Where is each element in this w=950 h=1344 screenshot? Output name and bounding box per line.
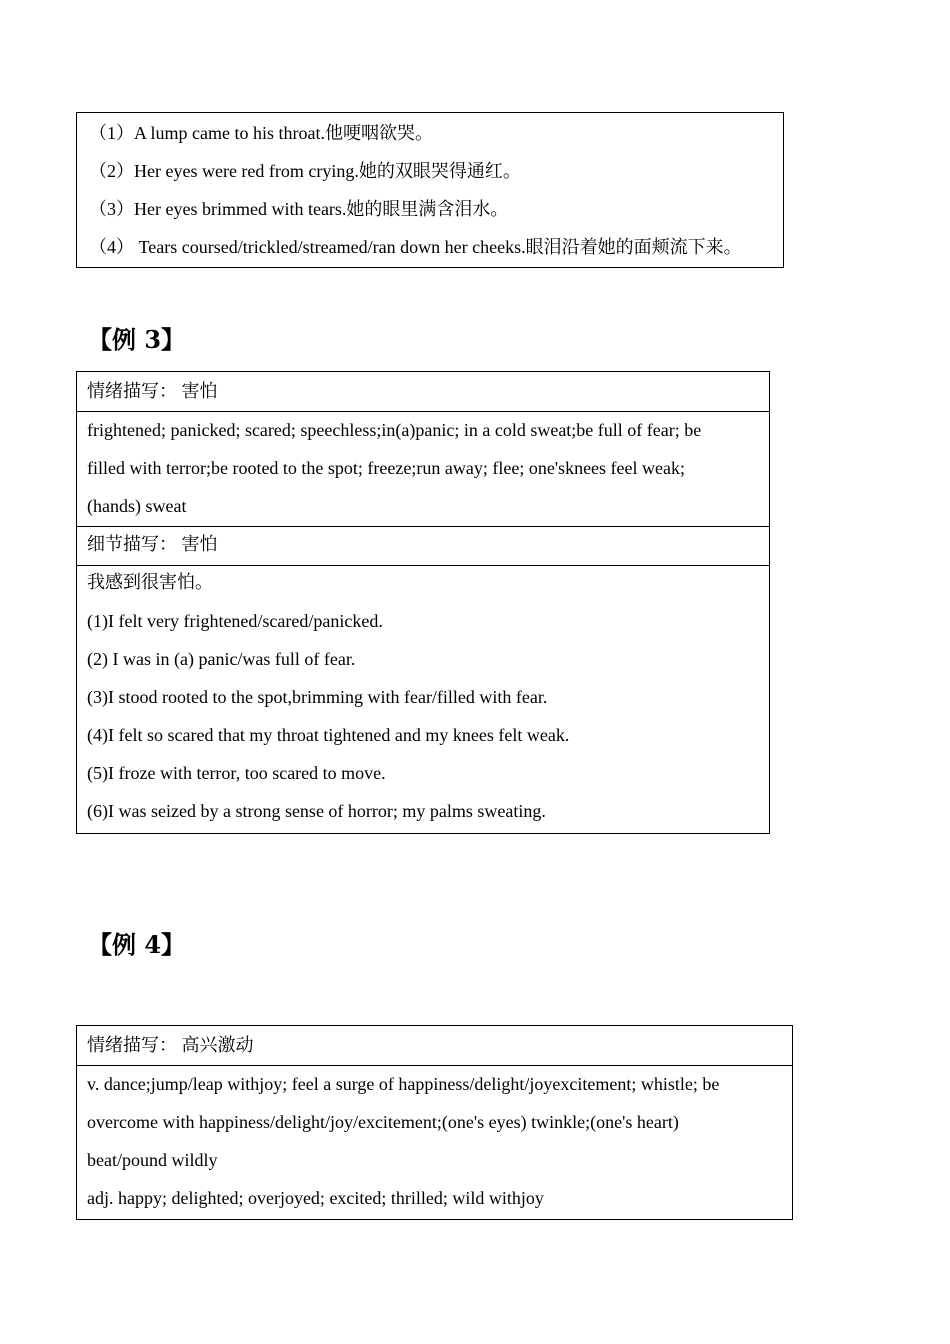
example-3-heading: 【例 3】 xyxy=(88,325,186,354)
detail-line: (5)I froze with terror, too scared to move. xyxy=(87,763,386,783)
row-divider xyxy=(77,1065,792,1066)
phrase-line: （4） Tears coursed/trickled/streamed/ran down her cheeks.眼泪沿着她的面颊流下来。 xyxy=(89,237,742,257)
example-4-heading: 【例 4】 xyxy=(88,930,186,959)
detail-line: (1)I felt very frightened/scared/panicked. xyxy=(87,611,383,631)
emotion-line: adj. happy; delighted; overjoyed; excited; thrilled; wild withjoy xyxy=(87,1188,544,1208)
phrase-line: （3）Her eyes brimmed with tears.她的眼里满含泪水。 xyxy=(89,199,509,219)
emotion-line: beat/pound wildly xyxy=(87,1150,218,1170)
emotion-title: 情绪描写： 高兴激动 xyxy=(87,1035,254,1055)
emotion-line: v. dance;jump/leap withjoy; feel a surge of happiness/delight/joyexcitement; whistle; be xyxy=(87,1074,720,1094)
detail-title: 细节描写： 害怕 xyxy=(87,534,218,554)
crying-phrases-box xyxy=(76,112,784,268)
detail-line: (6)I was seized by a strong sense of horror; my palms sweating. xyxy=(87,801,546,821)
detail-line: (4)I felt so scared that my throat tightened and my knees felt weak. xyxy=(87,725,570,745)
detail-line: 我感到很害怕。 xyxy=(87,572,213,592)
emotion-line: filled with terror;be rooted to the spot; freeze;run away; flee; one'sknees feel weak; xyxy=(87,458,685,478)
row-divider xyxy=(77,526,769,527)
phrase-line: （1）A lump came to his throat.他哽咽欲哭。 xyxy=(89,123,433,143)
detail-line: (2) I was in (a) panic/was full of fear. xyxy=(87,649,356,669)
emotion-title: 情绪描写： 害怕 xyxy=(87,381,218,401)
emotion-line: (hands) sweat xyxy=(87,496,187,516)
phrase-line: （2）Her eyes were red from crying.她的双眼哭得通红。 xyxy=(89,161,521,181)
detail-line: (3)I stood rooted to the spot,brimming with fear/filled with fear. xyxy=(87,687,548,707)
emotion-line: overcome with happiness/delight/joy/excitement;(one's eyes) twinkle;(one's heart) xyxy=(87,1112,679,1132)
row-divider xyxy=(77,565,769,566)
fear-table xyxy=(76,371,770,834)
joy-table xyxy=(76,1025,793,1220)
row-divider xyxy=(77,411,769,412)
emotion-line: frightened; panicked; scared; speechless;in(a)panic; in a cold sweat;be full of fear; be xyxy=(87,420,702,440)
